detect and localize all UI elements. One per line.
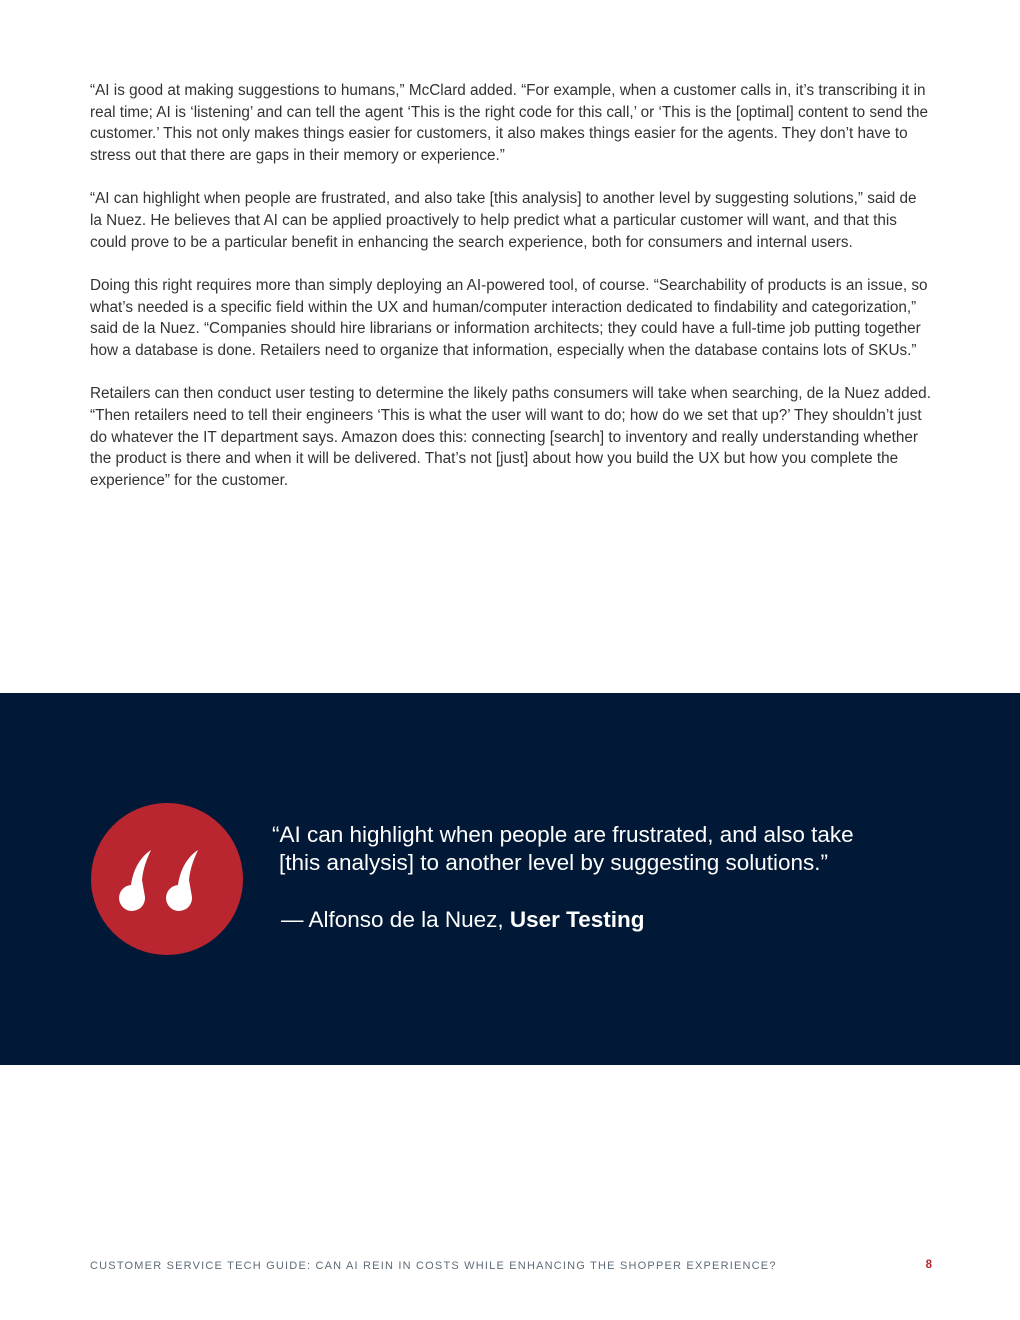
pull-quote-line-2: [this analysis] to another level by suggesting solutions.” — [279, 850, 829, 875]
pull-quote-banner — [0, 693, 1020, 1065]
attribution-organization: User Testing — [509, 907, 645, 932]
page-number: 8 — [925, 1259, 932, 1271]
quote-attribution — [281, 906, 645, 934]
paragraph-1: “AI is good at making suggestions to humans,” McClard added. “For example, when a customer calls in, it’s transcribing it in real time; AI is ‘listening’ and can tell the agent ‘This is the right code for this call,’ or ‘This is the [optimal] content to send the customer.’ This not only makes things easier for customers, it also makes things easier for the agents. They don’t have to stress out that there are gaps in their memory or experience.” — [90, 82, 929, 165]
footer-document-title: CUSTOMER SERVICE TECH GUIDE: CAN AI REIN IN COSTS WHILE ENHANCING THE SHOPPER EXPERIENCE? — [90, 1260, 777, 1272]
paragraph-4: Retailers can then conduct user testing to determine the likely paths consumers will take when searching, de la Nuez added. “Then retailers need to tell their engineers ‘This is what the user will want to do; how do we set that up?’ They shouldn’t just do whatever the IT department says. Amazon does this: connecting [search] to inventory and really understanding whether the product is there and when it will be delivered. That’s not [just] about how you build the UX but how you complete the experience” for the customer. — [90, 385, 931, 490]
paragraph-2: “AI can highlight when people are frustrated, and also take [this analysis] to another level by suggesting solutions,” said de la Nuez. He believes that AI can be applied proactively to help predict what a particular customer will want, and that this could prove to be a particular benefit in enhancing the search experience, both for consumers and internal users. — [90, 190, 917, 251]
article-body — [90, 80, 932, 513]
pull-quote-line-1: “AI can highlight when people are frustrated, and also take — [272, 822, 854, 847]
paragraph-3: Doing this right requires more than simply deploying an AI-powered tool, of course. “Searchability of products is an issue, so what’s needed is a specific field within the UX and human/computer interaction dedicated to findability and categorization,” said de la Nuez. “Companies should hire librarians or information architects; they could have a full-time job putting together how a database is done. Retailers need to organize that information, especially when the database contains lots of SKUs.” — [90, 276, 928, 360]
quotation-mark-glyph — [91, 803, 243, 955]
quotation-mark-icon — [91, 803, 243, 955]
attribution-name: — Alfonso de la Nuez, — [281, 907, 510, 932]
pull-quote-text — [272, 821, 972, 877]
